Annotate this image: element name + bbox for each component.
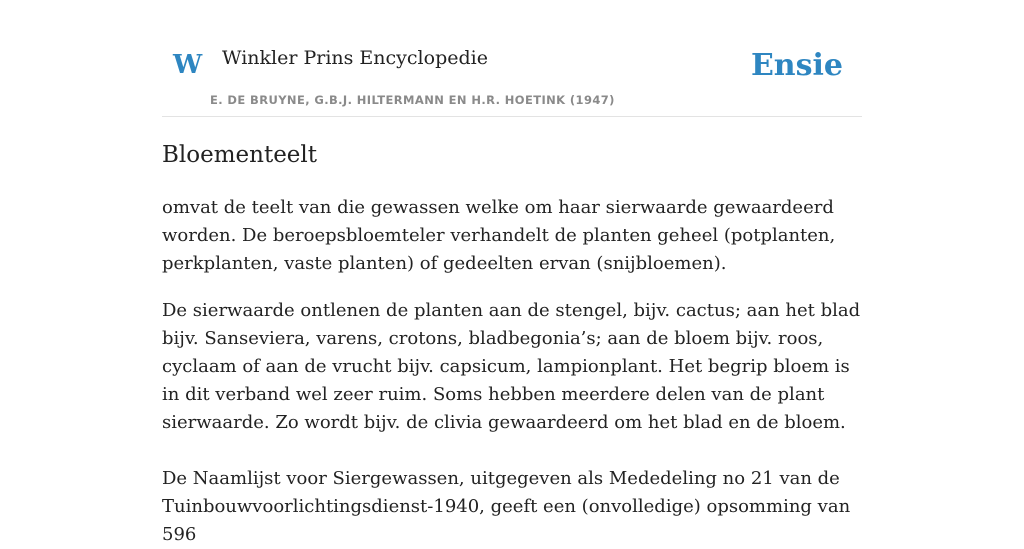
article-paragraph-1: omvat de teelt van die gewassen welke om haar sierwaarde gewaardeerd worden. De beroepsbloemteler verhandelt de planten geheel (potplanten, perkplanten, vaste planten) of gedeelten ervan (snijbloemen). xyxy=(162,196,836,274)
article-title: Bloementeelt xyxy=(162,142,318,168)
article-paragraph-2: De sierwaarde ontlenen de planten aan de stengel, bijv. cactus; aan het blad bijv. Sanseviera, varens, crotons, bladbegonia’s; aan de bloem bijv. roos, cyclaam of aan de vrucht bijv. capsicum, lampionplant. Het begrip bloem is in dit verband wel zeer ruim. Soms hebben meerdere delen van de plant sierwaarde. Zo wordt bijv. de clivia gewaardeerd om het blad en de bloem. xyxy=(162,299,861,433)
winkler-prins-logo[interactable]: W xyxy=(173,50,203,80)
ensie-brand-logo[interactable]: Ensie xyxy=(750,48,843,83)
article-paragraph-3: De Naamlijst voor Siergewassen, uitgegeven als Mededeling no 21 van de Tuinbouwvoorlichtingsdienst-1940, geeft een (onvolledige) opsomming van 596 xyxy=(162,467,851,545)
source-authors: E. DE BRUYNE, G.B.J. HILTERMANN EN H.R. HOETINK (1947) xyxy=(210,93,615,107)
source-title[interactable]: Winkler Prins Encyclopedie xyxy=(222,47,488,69)
source-header xyxy=(162,0,862,117)
article-page xyxy=(162,0,862,549)
